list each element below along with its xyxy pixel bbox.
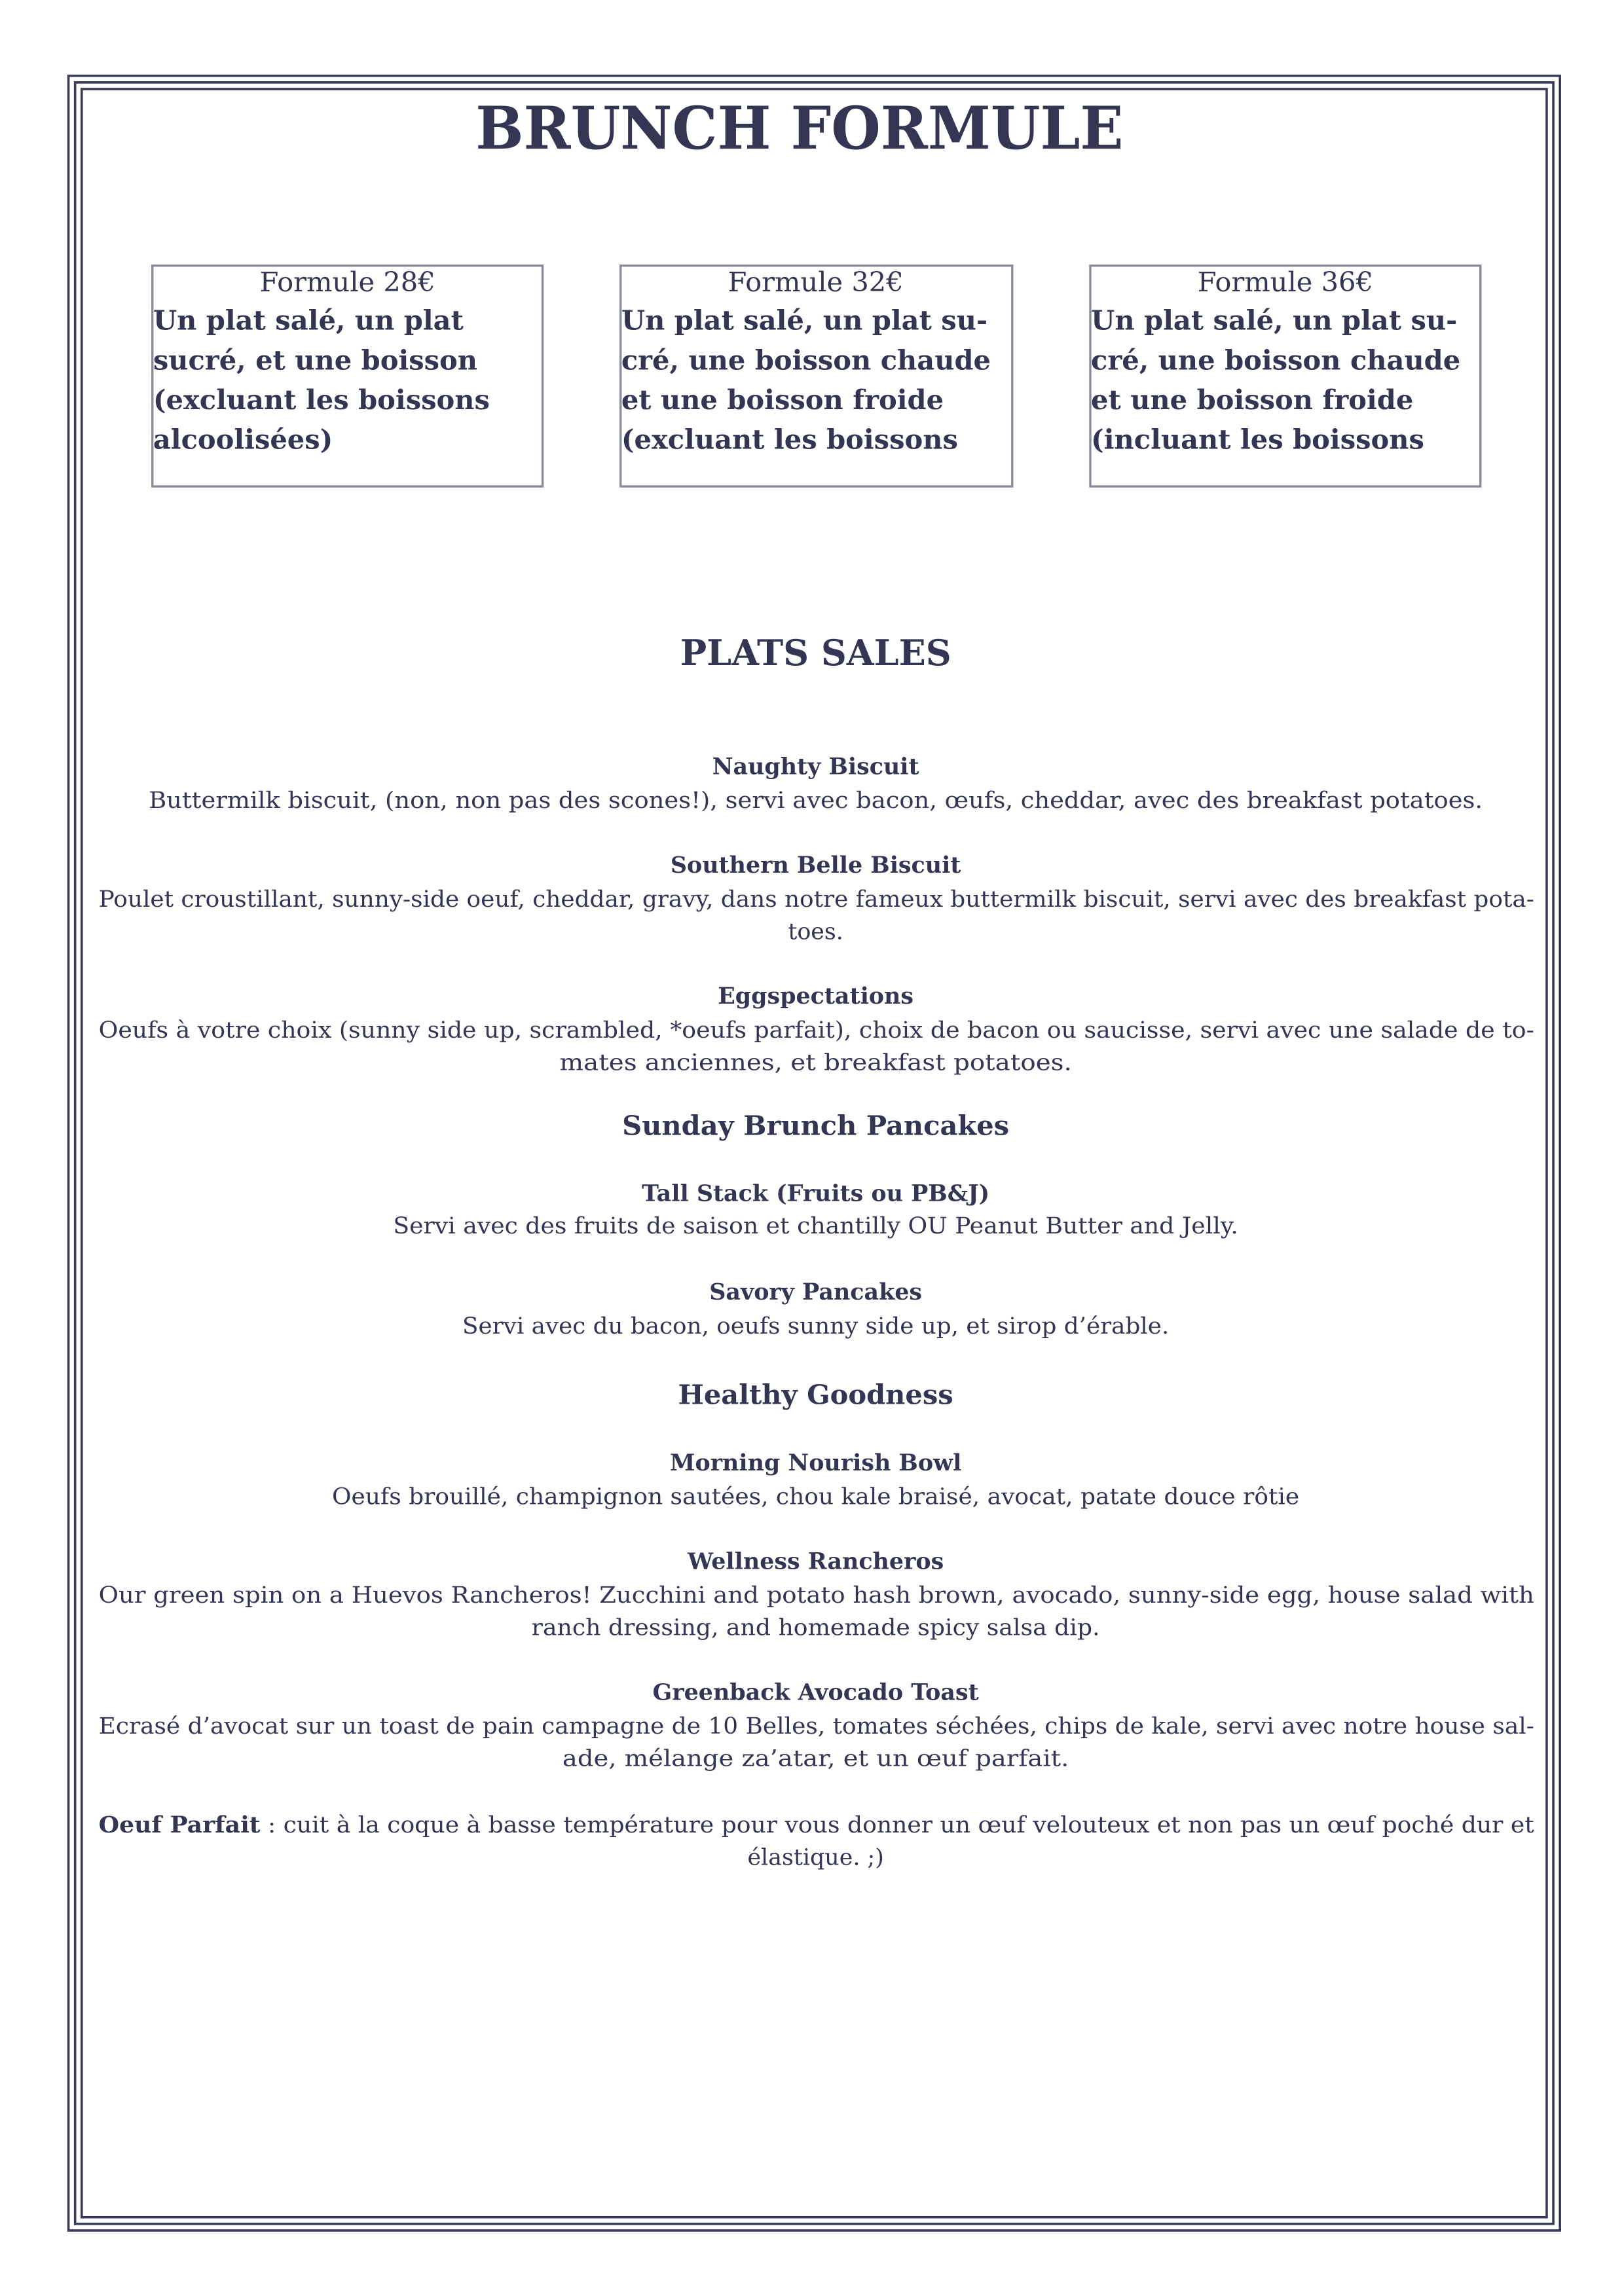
formula-line: et une boisson froide — [1091, 383, 1414, 416]
footnote — [99, 1812, 1534, 1838]
section-heading-pancakes: Sunday Brunch Pancakes — [622, 1109, 1010, 1142]
formula-line: Un plat salé, un plat — [153, 304, 464, 337]
item-name: Southern Belle Biscuit — [670, 852, 961, 879]
formula-line: sucré, et une boisson — [153, 344, 478, 376]
formula-line: alcoolisées) — [153, 423, 333, 456]
formula-line: Un plat salé, un plat su- — [621, 304, 988, 337]
footnote-text: : cuit à la coque à basse température pour vous donner un œuf velouteux et non pas un œuf poché dur et — [260, 1812, 1488, 1838]
page-title: BRUNCH FORMULE — [475, 94, 1124, 164]
item-description: mates anciennes, et breakfast potatoes. — [559, 1049, 1072, 1076]
item-description: Poulet croustillant, sunny-side oeuf, cheddar, gravy, dans notre fameux buttermilk biscuit, servi avec des breakfast pota- — [98, 886, 1534, 913]
item-description: Servi avec du bacon, oeufs sunny side up, et sirop d’érable. — [462, 1313, 1170, 1339]
formula-name: Formule 28€ — [259, 266, 435, 299]
formula-line: (incluant les boissons — [1091, 423, 1424, 456]
item-description: Buttermilk biscuit, (non, non pas des scones!), servi avec bacon, œufs, cheddar, avec des breakfast potatoes. — [149, 788, 1483, 814]
formula-box-32 — [621, 266, 1012, 486]
formula-name: Formule 36€ — [1197, 266, 1373, 299]
item-name: Greenback Avocado Toast — [652, 1679, 979, 1706]
item-description: ranch dressing, and homemade spicy salsa dip. — [531, 1614, 1100, 1641]
item-description: Servi avec des fruits de saison et chantilly OU Peanut Butter and Jelly. — [393, 1212, 1238, 1239]
item-name: Eggspectations — [718, 983, 913, 1010]
formula-line: cré, une boisson chaude — [621, 344, 991, 376]
formula-line: et une boisson froide — [621, 383, 944, 416]
item-description: Oeufs à votre choix (sunny side up, scrambled, *oeufs parfait), choix de bacon ou saucisse, servi avec une salade de to- — [98, 1017, 1534, 1044]
item-name: Naughty Biscuit — [712, 753, 919, 780]
item-description: Our green spin on a Huevos Rancheros! Zucchini and potato hash brown, avocado, sunny-side egg, house salad with — [98, 1582, 1534, 1609]
footnote-text-continued: élastique. ;) — [747, 1844, 884, 1871]
formula-box-36 — [1090, 266, 1481, 486]
formula-line: Un plat salé, un plat su- — [1091, 304, 1458, 337]
section-heading-healthy: Healthy Goodness — [678, 1378, 953, 1411]
formula-line: (excluant les boissons — [621, 423, 958, 456]
section-heading-plats-sales: PLATS SALES — [680, 632, 951, 674]
item-name: Morning Nourish Bowl — [669, 1449, 962, 1476]
item-name: Tall Stack (Fruits ou PB&J) — [642, 1180, 990, 1207]
item-description: Oeufs brouillé, champignon sautées, chou kale braisé, avocat, patate douce rôtie — [332, 1484, 1300, 1510]
item-description: toes. — [788, 919, 843, 945]
formula-name: Formule 32€ — [728, 266, 904, 299]
item-description: Ecrasé d’avocat sur un toast de pain campagne de 10 Belles, tomates séchées, chips de kale, servi avec notre house sal- — [98, 1713, 1534, 1740]
item-name: Savory Pancakes — [709, 1279, 922, 1306]
formula-box-28 — [153, 266, 543, 486]
formula-line: (excluant les boissons — [153, 383, 490, 416]
item-description: ade, mélange za’atar, et un œuf parfait. — [562, 1745, 1069, 1772]
item-name: Wellness Rancheros — [687, 1548, 944, 1575]
footnote-label: Oeuf Parfait — [98, 1811, 255, 1838]
formula-line: cré, une boisson chaude — [1091, 344, 1461, 376]
